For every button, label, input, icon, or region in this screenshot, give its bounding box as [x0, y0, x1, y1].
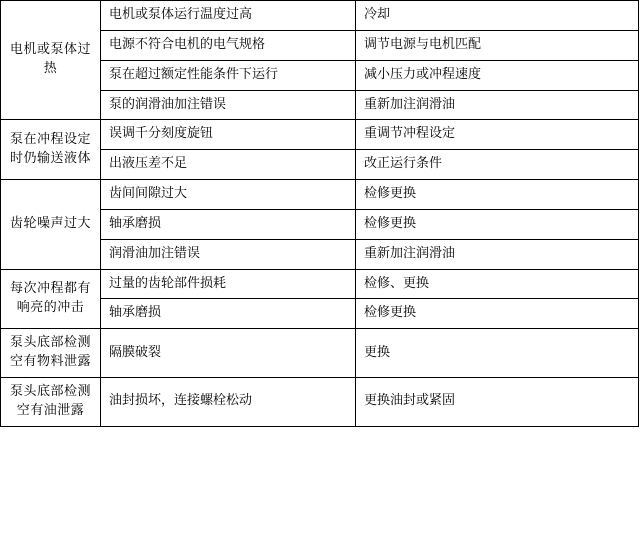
cell-action: 调节电源与电机匹配 — [356, 30, 639, 60]
cell-detail: 轴承磨损 — [101, 209, 356, 239]
cell-cause: 泵在冲程设定时仍输送液体 — [1, 120, 101, 180]
table-row — [1, 1, 639, 31]
cell-action: 检修更换 — [356, 209, 639, 239]
cell-detail: 过量的齿轮部件损耗 — [101, 269, 356, 299]
cell-detail: 泵的润滑油加注错误 — [101, 90, 356, 120]
cell-detail: 泵在超过额定性能条件下运行 — [101, 60, 356, 90]
cell-action: 重调节冲程设定 — [356, 120, 639, 150]
cell-detail: 润滑油加注错误 — [101, 239, 356, 269]
table-row — [1, 269, 639, 299]
cell-detail: 电源不符合电机的电气规格 — [101, 30, 356, 60]
cell-action: 检修更换 — [356, 299, 639, 329]
cell-action: 检修更换 — [356, 180, 639, 210]
cell-action: 重新加注润滑油 — [356, 239, 639, 269]
table-row — [1, 120, 639, 150]
cell-action: 更换油封或紧固 — [356, 377, 639, 426]
cell-action: 冷却 — [356, 1, 639, 31]
cell-detail: 隔膜破裂 — [101, 329, 356, 378]
cell-detail: 电机或泵体运行温度过高 — [101, 1, 356, 31]
cell-detail: 出液压差不足 — [101, 150, 356, 180]
cell-cause: 齿轮噪声过大 — [1, 180, 101, 270]
cell-action: 重新加注润滑油 — [356, 90, 639, 120]
cell-detail: 油封损坏，连接螺栓松动 — [101, 377, 356, 426]
cell-cause: 泵头底部检测空有物料泄露 — [1, 329, 101, 378]
table-row — [1, 377, 639, 426]
cell-detail: 轴承磨损 — [101, 299, 356, 329]
cell-action: 检修、更换 — [356, 269, 639, 299]
cell-action: 更换 — [356, 329, 639, 378]
table-row — [1, 329, 639, 378]
table-body — [1, 1, 639, 427]
cell-detail: 误调千分刻度旋钮 — [101, 120, 356, 150]
cell-action: 减小压力或冲程速度 — [356, 60, 639, 90]
cell-detail: 齿间间隙过大 — [101, 180, 356, 210]
cell-cause: 每次冲程都有响亮的冲击 — [1, 269, 101, 329]
cell-cause: 电机或泵体过热 — [1, 1, 101, 120]
table-row — [1, 180, 639, 210]
cell-cause: 泵头底部检测空有油泄露 — [1, 377, 101, 426]
cell-action: 改正运行条件 — [356, 150, 639, 180]
